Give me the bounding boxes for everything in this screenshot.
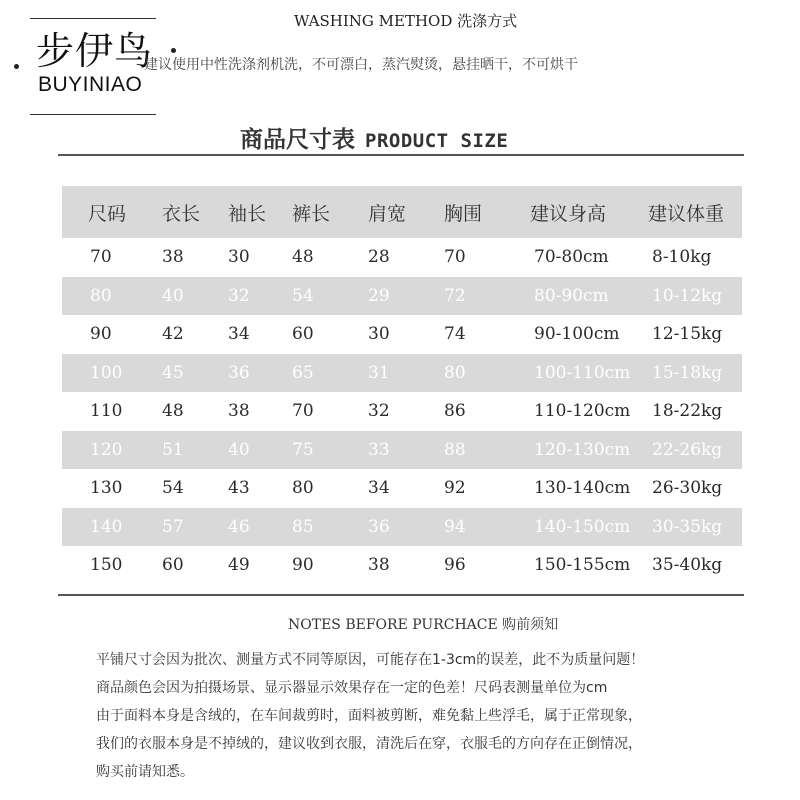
size-table-title-en: PRODUCT SIZE [365,130,509,152]
note-line: 由于面料本身是含绒的，在车间裁剪时，面料被剪断，难免黏上些浮毛，属于正常现象， [96,708,642,724]
table-cell: 150 [90,555,123,576]
table-cell: 86 [444,401,466,422]
washing-method-title: WASHING METHOD 洗涤方式 [294,12,518,30]
table-cell: 45 [162,362,184,383]
header-cell: 建议身高 [530,202,607,225]
table-row [62,469,742,508]
logo-bottom-rule [30,114,156,115]
logo-top-rule [30,18,156,19]
table-cell: 65 [292,362,314,383]
table-cell: 70 [444,247,466,268]
table-cell: 10-12kg [652,285,723,306]
table-cell: 38 [368,555,390,576]
table-cell: 80 [444,362,466,383]
table-cell: 80 [90,285,112,306]
table-cell: 34 [368,478,390,499]
note-line: 购买前请知悉。 [96,764,194,780]
header-cell: 胸围 [444,202,483,225]
logo-dot [14,64,19,69]
table-cell: 100 [90,362,123,383]
table-cell: 36 [228,362,250,383]
table-cell: 12-15kg [652,324,723,345]
table-cell: 48 [162,401,184,422]
notes-title: NOTES BEFORE PURCHACE 购前须知 [288,617,559,633]
table-cell: 46 [228,516,250,537]
table-cell: 100-110cm [534,362,631,383]
header-cell: 肩宽 [368,202,407,225]
table-cell: 40 [162,285,184,306]
table-row [62,392,742,431]
table-cell: 36 [368,516,390,537]
note-line: 平铺尺寸会因为批次、测量方式不同等原因，可能存在1-3cm的误差，此不为质量问题！ [96,652,645,668]
table-cell: 28 [368,247,390,268]
note-line: 商品颜色会因为拍摄场景、显示器显示效果存在一定的色差！尺码表测量单位为cm [96,680,608,696]
table-cell: 60 [162,555,184,576]
table-cell: 90 [90,324,112,345]
table-cell: 70 [90,247,112,268]
table-cell: 96 [444,555,466,576]
table-cell: 30 [228,247,250,268]
table-row [62,508,742,547]
washing-method-text: 建议使用中性洗涤剂机洗，不可漂白，蒸汽熨烫，悬挂晒干，不可烘干 [144,57,578,73]
table-cell: 54 [162,478,184,499]
table-row [62,431,742,470]
table-cell: 33 [368,439,390,460]
table-cell: 18-22kg [652,401,723,422]
table-row [62,315,742,354]
table-cell: 49 [228,555,250,576]
table-cell: 140-150cm [534,516,631,537]
table-cell: 60 [292,324,314,345]
table-cell: 72 [444,285,466,306]
table-cell: 35-40kg [652,555,723,576]
table-cell: 43 [228,478,250,499]
header-cell: 衣长 [162,202,201,225]
table-cell: 74 [444,324,466,345]
header-cell: 尺码 [88,202,127,225]
table-cell: 140 [90,516,123,537]
table-cell: 48 [292,247,314,268]
table-cell: 70 [292,401,314,422]
table-cell: 31 [368,362,390,383]
table-row [62,238,742,277]
notes-list [96,646,644,786]
table-cell: 34 [228,324,250,345]
table-cell: 85 [292,516,314,537]
table-cell: 8-10kg [652,247,712,268]
header-cell: 建议体重 [648,202,725,225]
table-divider [58,594,744,596]
table-cell: 32 [368,401,390,422]
table-cell: 26-30kg [652,478,723,499]
table-header-row [62,186,742,238]
table-cell: 57 [162,516,184,537]
table-cell: 75 [292,439,314,460]
table-cell: 130-140cm [534,478,631,499]
table-cell: 54 [292,285,314,306]
table-cell: 150-155cm [534,555,631,576]
table-cell: 30-35kg [652,516,723,537]
table-cell: 38 [162,247,184,268]
table-cell: 110 [90,401,123,422]
table-cell: 120-130cm [534,439,631,460]
table-cell: 90 [292,555,314,576]
size-table-title-cn: 商品尺寸表 [240,127,355,153]
title-divider [58,154,744,156]
logo-chinese: 步伊鸟 [36,29,154,73]
table-cell: 38 [228,401,250,422]
table-cell: 90-100cm [534,324,620,345]
table-cell: 88 [444,439,466,460]
logo-dot [171,48,176,53]
table-cell: 110-120cm [534,401,631,422]
table-cell: 15-18kg [652,362,723,383]
table-cell: 30 [368,324,390,345]
table-cell: 130 [90,478,123,499]
table-row [62,546,742,585]
table-row [62,277,742,316]
table-cell: 42 [162,324,184,345]
size-table [62,186,742,585]
logo-english: BUYINIAO [38,73,143,96]
table-cell: 22-26kg [652,439,723,460]
table-cell: 51 [162,439,184,460]
table-cell: 80-90cm [534,285,609,306]
table-cell: 70-80cm [534,247,609,268]
header-cell: 袖长 [228,202,267,225]
header-cell: 裤长 [292,202,331,225]
table-cell: 80 [292,478,314,499]
table-cell: 94 [444,516,466,537]
table-cell: 92 [444,478,466,499]
table-cell: 120 [90,439,123,460]
table-cell: 40 [228,439,250,460]
table-row [62,354,742,393]
table-cell: 32 [228,285,250,306]
table-cell: 29 [368,285,390,306]
note-line: 我们的衣服本身是不掉绒的，建议收到衣服，清洗后在穿，衣服毛的方向存在正倒情况， [96,736,642,752]
